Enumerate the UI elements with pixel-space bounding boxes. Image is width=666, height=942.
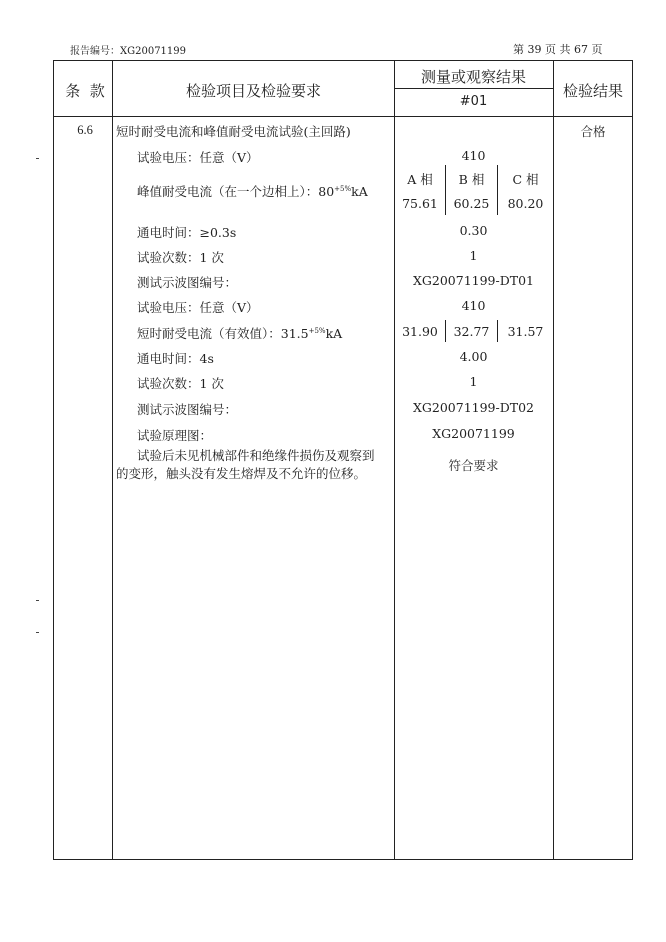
test-title: 短时耐受电流和峰值耐受电流试验(主回路) — [116, 124, 351, 139]
item-value: 符合要求 — [448, 458, 499, 473]
item-label: 试验原理图： — [137, 428, 213, 443]
item-label — [137, 324, 342, 342]
item-value: 0.30 — [459, 223, 488, 238]
phase-value-b: 60.25 — [453, 196, 490, 211]
unit: kA — [351, 184, 368, 199]
item-label: 通电时间：≥0.3s — [137, 225, 237, 240]
header-measure: 测量或观察结果 — [420, 68, 526, 86]
label-text: 峰值耐受电流（在一个边相上）：80 — [137, 184, 335, 199]
item-value: 4.00 — [459, 349, 488, 364]
phase-value-b: 32.77 — [453, 324, 490, 339]
margin-mark — [36, 632, 39, 633]
phase-label-c: C 相 — [512, 172, 539, 187]
item-label: 试验电压：任意（V） — [137, 150, 259, 165]
item-label-line1: 试验后未见机械部件和绝缘件损伤及观察到 — [137, 448, 375, 463]
tolerance-sup: +5% — [334, 184, 352, 193]
item-value: 410 — [461, 148, 486, 163]
col-divider-measure — [553, 60, 554, 860]
page-info: 第 39 页 共 67 页 — [513, 43, 603, 56]
phase-label-a: A 相 — [407, 172, 433, 187]
header-sample: #01 — [459, 94, 488, 109]
clause-number: 6.6 — [77, 123, 93, 137]
header-bottom-line — [53, 116, 633, 117]
item-value: XG20071199-DT01 — [413, 273, 534, 288]
item-label: 通电时间：4s — [137, 351, 214, 366]
item-label: 测试示波图编号： — [137, 275, 238, 290]
item-label: 试验次数：1 次 — [137, 376, 224, 391]
item-value: XG20071199 — [432, 426, 515, 441]
header-result: 检验结果 — [562, 82, 623, 100]
item-label: 测试示波图编号： — [137, 402, 238, 417]
item-value: 1 — [469, 374, 478, 389]
item-value: 1 — [469, 248, 478, 263]
item-value: 410 — [461, 298, 486, 313]
unit: kA — [325, 326, 343, 341]
label-text: 短时耐受电流（有效值）：31.5 — [137, 326, 309, 341]
item-label — [137, 182, 368, 200]
col-divider-clause — [112, 60, 113, 860]
phase-value-a: 31.90 — [402, 324, 438, 339]
tolerance-sup: +5% — [308, 326, 326, 335]
item-label-line2: 的变形，触头没有发生熔焊及不允许的位移。 — [116, 466, 367, 481]
overall-result: 合格 — [580, 124, 606, 139]
item-value: XG20071199-DT02 — [413, 400, 534, 415]
header-clause: 条 款 — [65, 82, 105, 100]
margin-mark — [36, 158, 39, 159]
phase-value-a: 75.61 — [402, 196, 438, 211]
measure-sub-line — [394, 88, 553, 89]
header-item: 检验项目及检验要求 — [185, 82, 321, 100]
item-label: 试验次数：1 次 — [137, 250, 224, 265]
phase-label-b: B 相 — [458, 172, 485, 187]
margin-mark — [36, 600, 39, 601]
report-number: 报告编号：XG20071199 — [70, 46, 187, 57]
phase-value-c: 31.57 — [507, 324, 544, 339]
item-label: 试验电压：任意（V） — [137, 300, 259, 315]
phase-value-c: 80.20 — [507, 196, 544, 211]
